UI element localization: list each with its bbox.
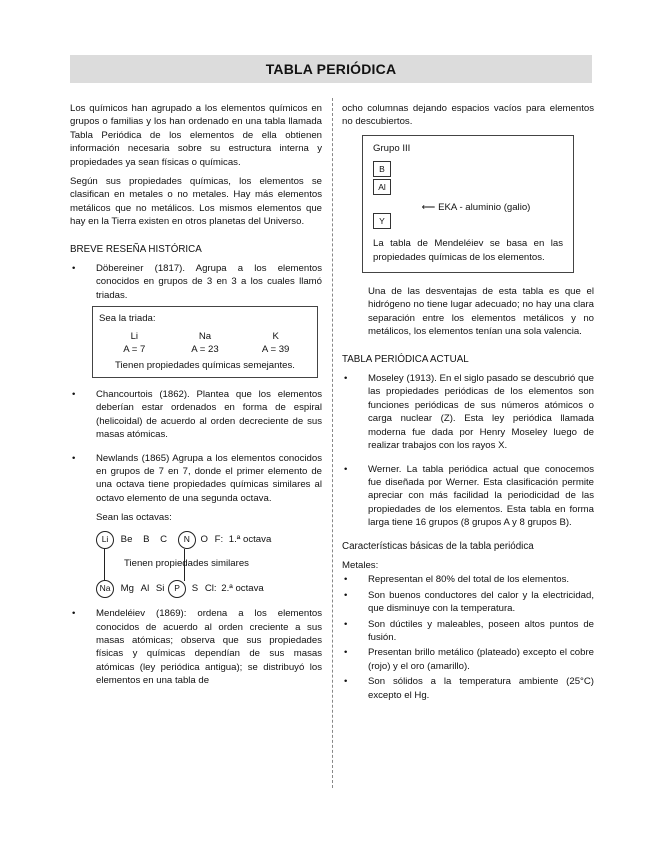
triada-mass: A = 7 [123, 344, 146, 356]
intro-paragraph-2: Según sus propiedades químicas, los elementos se clasifican en metales o no metales. Hay más elementos metálicos que no metálicos. Los mismos elementos que hay en la Tierra existen en otros planetas del Universo. [70, 176, 322, 228]
triada-element: Li [130, 330, 139, 342]
metales-list [342, 573, 594, 702]
grupo-cell-empty [373, 197, 389, 211]
triada-element: Na [198, 330, 212, 342]
modern-table-heading: TABLA PERIÓDICA ACTUAL [342, 353, 469, 365]
dobereiner-text: Döbereiner (1817). Agrupa a los elementos conocidos en grupos de 3 en 3 a los cuales llamó triadas. [96, 263, 322, 301]
octava-row-1 [96, 531, 271, 549]
right-column [342, 102, 594, 704]
octava-element: Mg [120, 583, 134, 595]
eka-label [422, 201, 531, 214]
grupo-title: Grupo III [373, 142, 411, 154]
grupo-cell: Y [373, 213, 391, 229]
mendeleiev-text: Mendeléiev (1869): ordena a los elementos conocidos de acuerdo al orden creciente a sus masas atómicas; observa que sus propiedades físicas y químicas dependían de sus masas atómicas (ley periódica antigua); se distribuyó los elementos en una tabla de [96, 608, 322, 687]
triada-box [92, 306, 318, 378]
octava-element: S [191, 583, 199, 595]
octava-element: Cl: [204, 583, 217, 595]
circled-element: N [178, 531, 196, 549]
triada-elements [99, 330, 311, 357]
triada-mass: A = 23 [191, 344, 219, 356]
list-item: • Representan el 80% del total de los elementos. [342, 573, 594, 586]
octava-row-2 [96, 580, 264, 598]
modern-list [342, 372, 594, 529]
eka-text: EKA - aluminio (galio) [438, 202, 531, 214]
list-item-newlands [70, 452, 322, 598]
octavas-middle-text: Tienen propiedades similares [124, 558, 249, 570]
octava-element: O [200, 534, 208, 546]
arrow-left-icon: ⟵ [421, 202, 436, 214]
list-item-chancourtois [70, 388, 322, 442]
octavas-diagram [96, 507, 322, 597]
list-item-werner [342, 463, 594, 530]
grupo-cell: Al [373, 179, 391, 195]
moseley-text: Moseley (1913). En el siglo pasado se descubrió que las propiedades periódicas de los elementos son funciones periódicas de sus números atómicos o carga nuclear (Z). Esta ley periódica llamada moderna fue dada por Henry Moseley luego de realizar trabajos con los rayos X. [368, 373, 594, 452]
list-item-moseley [342, 372, 594, 452]
list-item-mendeleiev [70, 607, 322, 687]
grupo-iii-box [362, 135, 574, 273]
circled-element: Na [96, 580, 114, 598]
octava-element: B [143, 534, 150, 546]
grupo-cells [373, 161, 391, 231]
intro-paragraph-1: Los químicos han agrupado a los elementos químicos en grupos o familias y los han ordenado en una tabla llamada Tabla Periódica de los elementos de ella obtienen información necesaria sobre su estructura interna y propiedades ya sean físicas o químicas. [70, 103, 322, 168]
metales-label: Metales: [342, 559, 379, 571]
characteristics-heading: Características básicas de la tabla periódica [342, 540, 534, 552]
octava-element: Al [140, 583, 150, 595]
octava-element: F: [214, 534, 224, 546]
grupo-note: La tabla de Mendeléiev se basa en las propiedades químicas de los elementos. [373, 238, 563, 263]
newlands-text: Newlands (1865) Agrupa a los elementos conocidos en grupos de 7 en 7, donde el primer elemento de una octava tiene propiedades químicas similares al octavo elemento de una segunda octava. [96, 452, 322, 504]
left-column [70, 102, 322, 698]
title-bar [70, 55, 592, 83]
history-list [70, 262, 322, 688]
octavas-caption: Sean las octavas: [96, 512, 172, 524]
list-item: • Son sólidos a la temperatura ambiente (25°C) excepto el Hg. [342, 675, 594, 702]
grupo-cell: B [373, 161, 391, 177]
circled-element: P [168, 580, 186, 598]
octava-label: 1.ª octava [228, 534, 272, 546]
werner-text: Werner. La tabla periódica actual que conocemos fue diseñada por Werner. Esta clasificación permite apreciar con más facilidad la periodicidad de las propiedades de los elementos. Esta tabla en forma larga tiene 16 grupos (8 grupos A y 8 grupos B). [368, 463, 594, 529]
connector-line [104, 549, 105, 581]
list-item: • Presentan brillo metálico (plateado) excepto el cobre (rojo) y el oro (amarillo). [342, 646, 594, 673]
list-item-dobereiner [70, 262, 322, 378]
triada-element: K [272, 330, 279, 342]
grupo-diagram [373, 155, 563, 231]
octava-element: Be [120, 534, 133, 546]
history-heading: BREVE RESEÑA HISTÓRICA [70, 243, 202, 255]
list-item: • Son dúctiles y maleables, poseen altos puntos de fusión. [342, 618, 594, 645]
octava-element: C [160, 534, 168, 546]
triada-caption: Sea la triada: [99, 313, 156, 325]
mendeleiev-continuation: ocho columnas dejando espacios vacíos para elementos no descubiertos. [342, 103, 594, 128]
circled-element: Li [96, 531, 114, 549]
triada-mass: A = 39 [261, 344, 290, 356]
chancourtois-text: Chancourtois (1862). Plantea que los elementos deberían estar ordenados en forma de espiral (helicoidal) de acuerdo al orden decreciente de sus masas atómicas. [96, 388, 322, 441]
triada-note: Tienen propiedades químicas semejantes. [115, 359, 295, 371]
page-title: TABLA PERIÓDICA [265, 61, 397, 77]
octava-element: Si [155, 583, 165, 595]
desventaja-paragraph: Una de las desventajas de esta tabla es que el hidrógeno no tiene lugar adecuado; no hay una clara separación entre los elementos metálicos y no metálicos, los elementos tenían una sola valencia. [368, 286, 594, 338]
list-item: • Son buenos conductores del calor y la electricidad, que disminuye con la temperatura. [342, 589, 594, 616]
column-divider [332, 98, 333, 788]
octava-label: 2.ª octava [221, 583, 264, 595]
